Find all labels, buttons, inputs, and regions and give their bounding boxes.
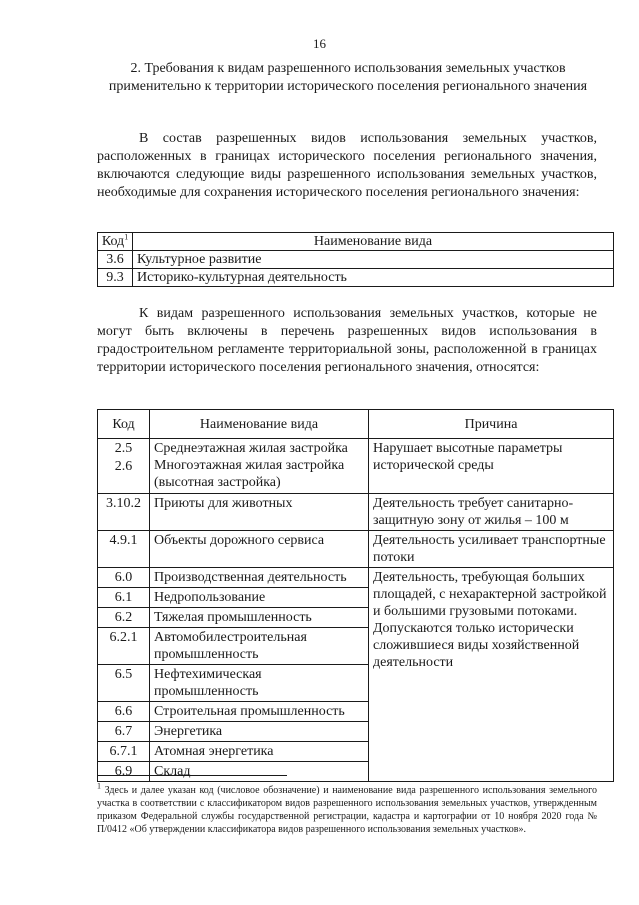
code-cell: 3.10.2 bbox=[98, 494, 150, 531]
reason-cell: Деятельность требует санитарно-защитную зону от жилья – 100 м bbox=[369, 494, 614, 531]
code-cell bbox=[98, 439, 150, 494]
footnote-marker: 1 bbox=[97, 781, 101, 791]
table-header-row bbox=[98, 410, 614, 439]
footnote-text: Здесь и далее указан код (числовое обозначение) и наименование вида разрешенного использования земельного участка в соответствии с классификатором видов разрешенного использования земельных участков, утвержденным приказом Федеральной службы государственной регистрации, кадастра и картографии от 10 ноября 2020 года № П/0412 «Об утверждении классификатора видов разрешенного использования земельных участков». bbox=[97, 785, 597, 835]
footnote-divider bbox=[97, 775, 287, 776]
table-row bbox=[98, 269, 614, 287]
code-cell: 9.3 bbox=[98, 269, 133, 287]
table-header-row bbox=[98, 233, 614, 251]
code-cell: 6.1 bbox=[98, 588, 150, 608]
code-cell: 6.2.1 bbox=[98, 628, 150, 665]
name-cell: Строительная промышленность bbox=[150, 702, 369, 722]
name-cell: Нефтехимическая промышленность bbox=[150, 665, 369, 702]
table-row bbox=[98, 531, 614, 568]
name-cell: Объекты дорожного сервиса bbox=[150, 531, 369, 568]
code-cell: 6.7 bbox=[98, 722, 150, 742]
page-number: 16 bbox=[313, 36, 326, 51]
name-cell: Тяжелая промышленность bbox=[150, 608, 369, 628]
reason-cell: Деятельность усиливает транспортные потоки bbox=[369, 531, 614, 568]
name-cell: Склад bbox=[150, 762, 369, 782]
name-cell: Недропользование bbox=[150, 588, 369, 608]
code-column-header: Код$^1$ bbox=[98, 233, 133, 251]
name-cell: Атомная энергетика bbox=[150, 742, 369, 762]
name-value: Среднеэтажная жилая застройка bbox=[154, 441, 348, 456]
code-cell: 3.6 bbox=[98, 251, 133, 269]
name-cell: Культурное развитие bbox=[133, 251, 614, 269]
reason-cell-group: Деятельность, требующая больших площадей, с нехарактерной застройкой и большими грузовыми потоками. Допускаются только исторически сложившиеся виды хозяйственной деятельности bbox=[369, 568, 614, 782]
footnote bbox=[97, 781, 597, 836]
name-column-header: Наименование вида bbox=[133, 233, 614, 251]
name-cell: Историко-культурная деятельность bbox=[133, 269, 614, 287]
code-value: 2.5 bbox=[114, 441, 133, 456]
prohibited-uses-table bbox=[97, 409, 614, 782]
section-title: 2. Требования к видам разрешенного использования земельных участков применительно к территории исторического поселения регионального значения bbox=[108, 61, 588, 94]
code-cell: 6.6 bbox=[98, 702, 150, 722]
name-cell: Производственная деятельность bbox=[150, 568, 369, 588]
code-cell: 6.7.1 bbox=[98, 742, 150, 762]
table-row bbox=[98, 494, 614, 531]
table-row bbox=[98, 568, 614, 588]
footnote-ref: 1 bbox=[124, 232, 129, 242]
table-row bbox=[98, 251, 614, 269]
code-cell: 6.0 bbox=[98, 568, 150, 588]
name-cell bbox=[150, 439, 369, 494]
name-cell: Автомобилестроительная промышленность bbox=[150, 628, 369, 665]
table-row bbox=[98, 439, 614, 494]
intro-paragraph: В состав разрешенных видов использования земельных участков, расположенных в границах исторического поселения регионального значения, включаются следующие виды разрешенного использования земельных участков, необходимые для сохранения исторического поселения регионального значения: bbox=[97, 131, 597, 200]
reason-cell: Нарушает высотные параметры исторической среды bbox=[369, 439, 614, 494]
name-value: Многоэтажная жилая застройка (высотная застройка) bbox=[154, 458, 345, 490]
code-cell: 6.2 bbox=[98, 608, 150, 628]
restrictions-paragraph: К видам разрешенного использования земельных участков, которые не могут быть включены в перечень разрешенных видов использования в градостроительном регламенте территориальной зоны, расположенной в границах территории исторического поселения регионального значения, относятся: bbox=[97, 306, 597, 375]
name-column-header: Наименование вида bbox=[150, 410, 369, 439]
name-cell: Энергетика bbox=[150, 722, 369, 742]
code-column-header: Код bbox=[98, 410, 150, 439]
code-cell: 4.9.1 bbox=[98, 531, 150, 568]
code-cell: 6.9 bbox=[98, 762, 150, 782]
name-cell: Приюты для животных bbox=[150, 494, 369, 531]
code-value: 2.6 bbox=[114, 459, 133, 474]
code-cell: 6.5 bbox=[98, 665, 150, 702]
reason-column-header: Причина bbox=[369, 410, 614, 439]
allowed-uses-table bbox=[97, 232, 614, 287]
